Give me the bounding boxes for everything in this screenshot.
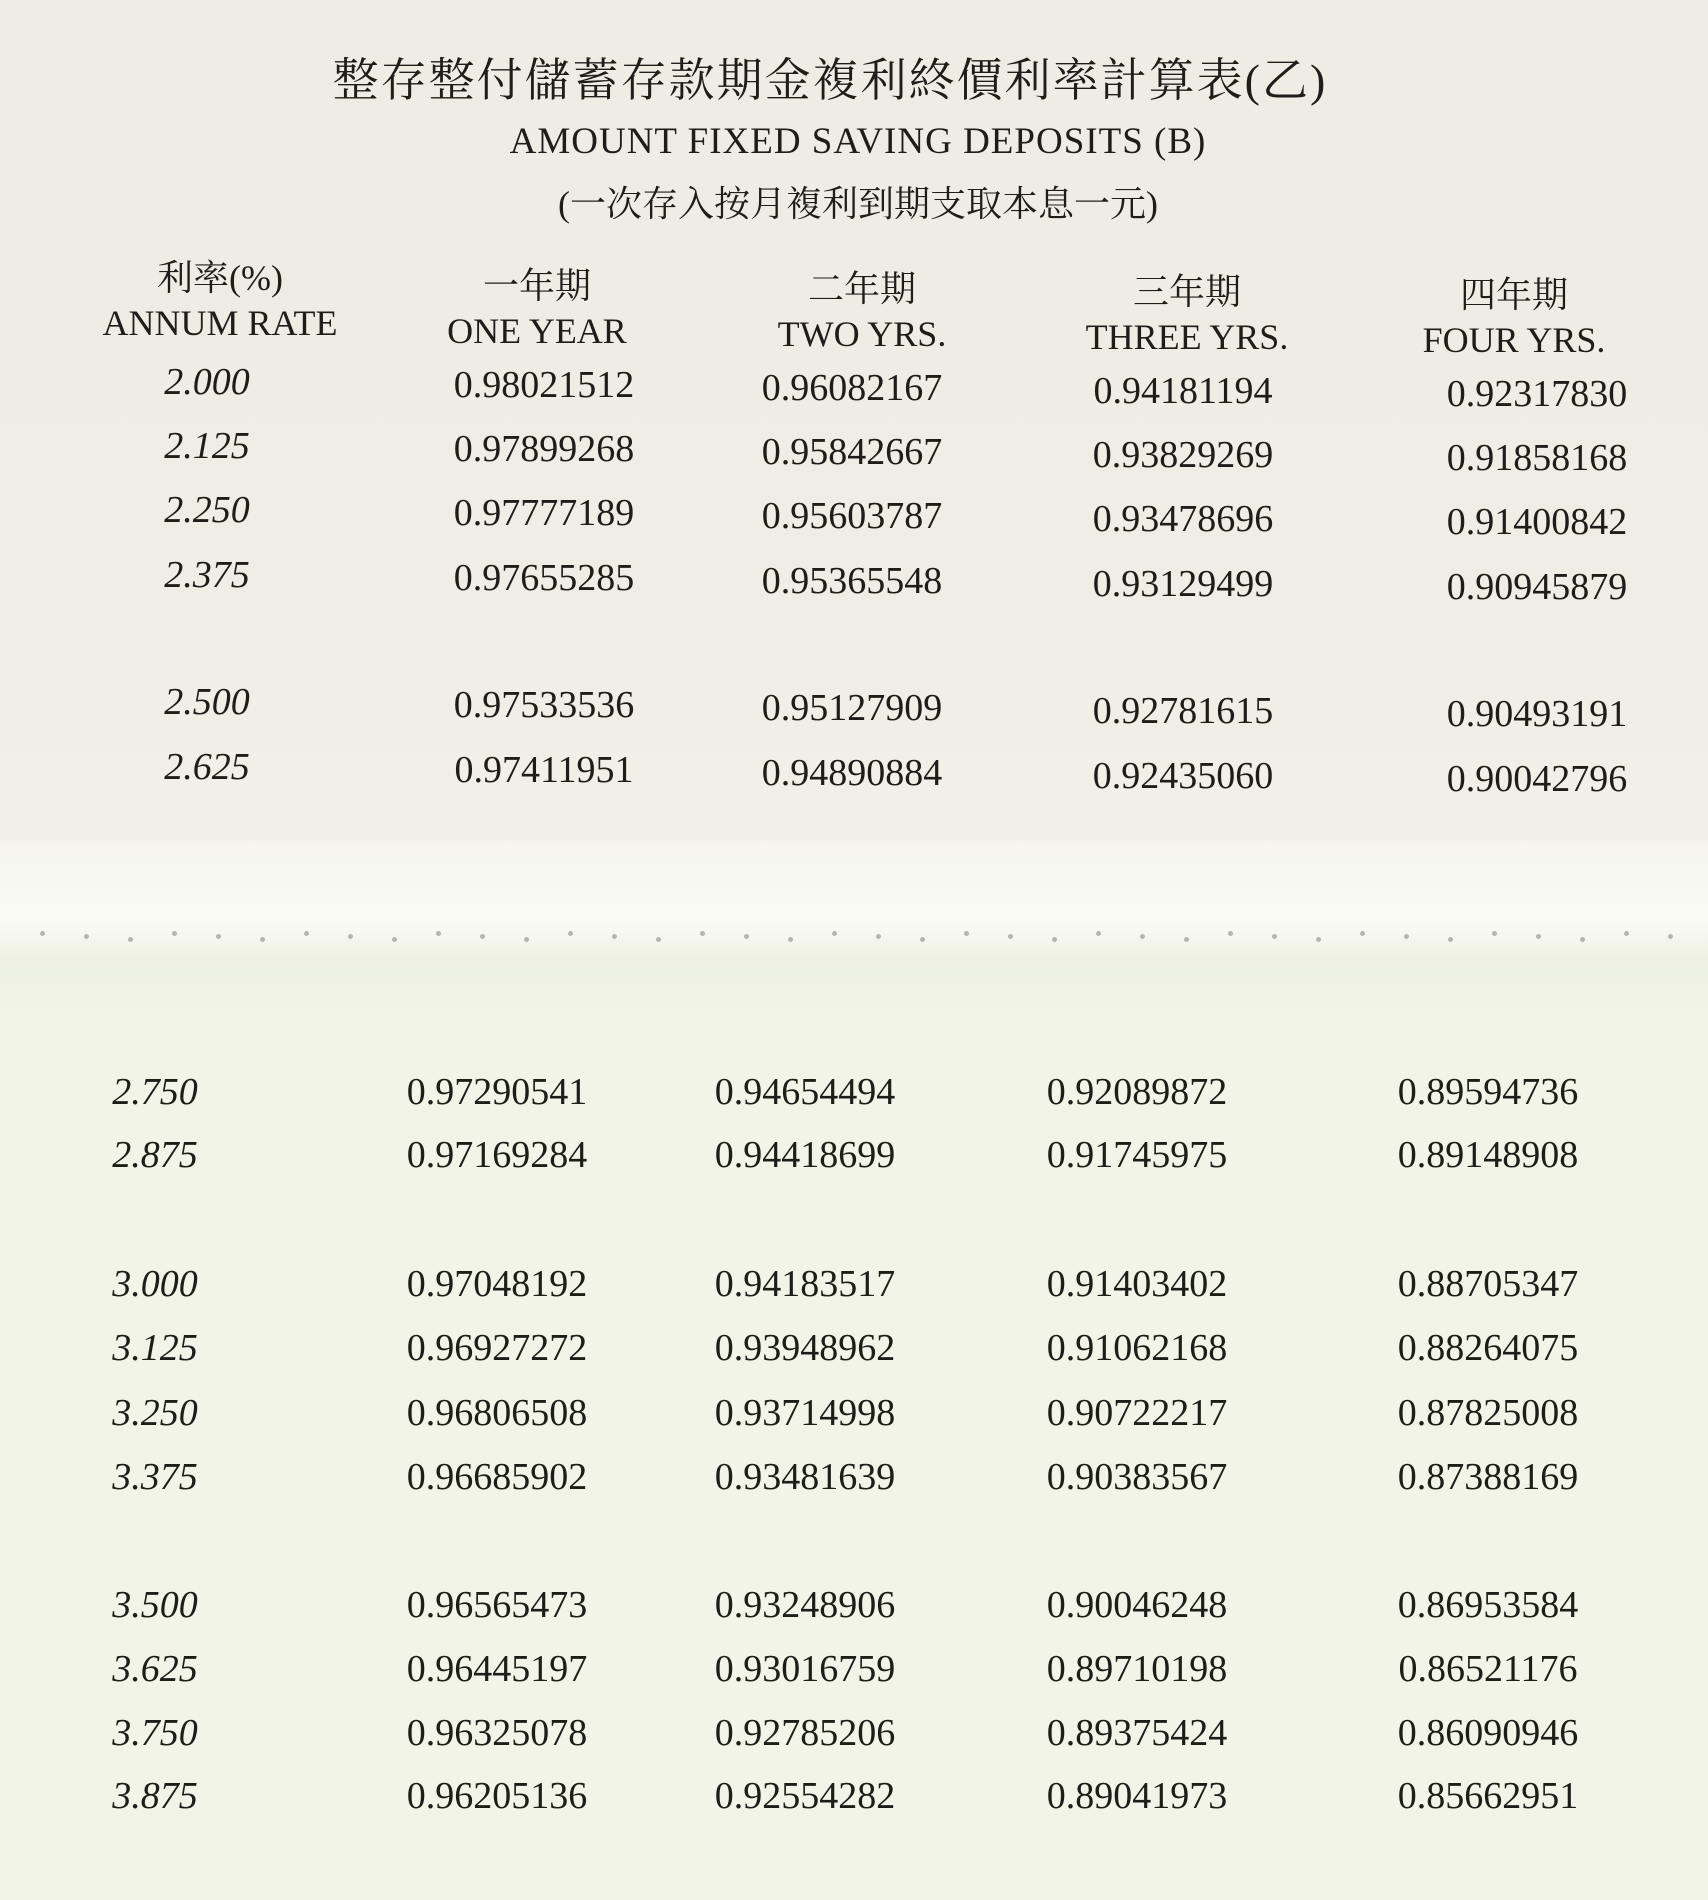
cell-three-years: 0.90722217 — [1046, 1392, 1228, 1434]
cell-rate: 2.750 — [112, 1071, 198, 1113]
cell-two-years: 0.93948962 — [714, 1327, 896, 1369]
cell-three-years: 0.92089872 — [1046, 1071, 1228, 1113]
perforation-dot — [524, 937, 529, 942]
perforation-dot — [1184, 937, 1189, 942]
perforation-dot — [436, 931, 441, 936]
cell-four-years: 0.86953584 — [1397, 1584, 1579, 1626]
cell-three-years: 0.91745975 — [1046, 1134, 1228, 1176]
cell-one-year: 0.97290541 — [406, 1071, 588, 1113]
cell-three-years: 0.90046248 — [1046, 1584, 1228, 1626]
perforation-dot — [876, 934, 881, 939]
cell-three-years: 0.93478696 — [1092, 498, 1274, 540]
header-two-years-zh: 二年期 — [807, 269, 917, 309]
perforation-dot — [172, 931, 177, 936]
perforation-dot — [1668, 934, 1673, 939]
cell-one-year: 0.96205136 — [406, 1775, 588, 1817]
cell-two-years: 0.93481639 — [714, 1456, 896, 1498]
cell-rate: 3.875 — [112, 1775, 198, 1817]
header-rate-zh: 利率(%) — [157, 258, 283, 298]
perforation-dot — [348, 934, 353, 939]
perforation-dot — [920, 937, 925, 942]
perforation-dot — [1228, 931, 1233, 936]
cell-four-years: 0.87825008 — [1397, 1392, 1579, 1434]
cell-three-years: 0.89041973 — [1046, 1775, 1228, 1817]
perforation-dot — [1140, 934, 1145, 939]
cell-three-years: 0.93129499 — [1092, 563, 1274, 605]
perforation-dot — [1360, 931, 1365, 936]
cell-two-years: 0.93714998 — [714, 1392, 896, 1434]
cell-four-years: 0.90042796 — [1446, 758, 1628, 800]
perforation-dot — [788, 937, 793, 942]
cell-one-year: 0.97655285 — [453, 557, 635, 599]
cell-rate: 3.250 — [112, 1392, 198, 1434]
cell-two-years: 0.94418699 — [714, 1134, 896, 1176]
perforation-dot — [1492, 931, 1497, 936]
cell-four-years: 0.89148908 — [1397, 1134, 1579, 1176]
cell-one-year: 0.96325078 — [406, 1712, 588, 1754]
cell-one-year: 0.97048192 — [406, 1263, 588, 1305]
cell-four-years: 0.90493191 — [1446, 693, 1628, 735]
cell-four-years: 0.92317830 — [1446, 373, 1628, 415]
perforation-dot — [1096, 931, 1101, 936]
cell-three-years: 0.89710198 — [1046, 1648, 1228, 1690]
header-two-years-en: TWO YRS. — [777, 314, 947, 354]
perforation-dot — [304, 931, 309, 936]
cell-four-years: 0.91400842 — [1446, 501, 1628, 543]
cell-four-years: 0.88264075 — [1397, 1327, 1579, 1369]
cell-four-years: 0.90945879 — [1446, 566, 1628, 608]
cell-rate: 3.125 — [112, 1327, 198, 1369]
perforation-dot — [1272, 934, 1277, 939]
cell-one-year: 0.96927272 — [406, 1327, 588, 1369]
cell-one-year: 0.96806508 — [406, 1392, 588, 1434]
cell-three-years: 0.91062168 — [1046, 1327, 1228, 1369]
cell-rate: 2.625 — [164, 746, 250, 788]
perforation-dot — [964, 931, 969, 936]
perforation-dot — [1536, 934, 1541, 939]
cell-rate: 2.125 — [164, 425, 250, 467]
header-rate-en: ANNUM RATE — [102, 303, 338, 343]
cell-one-year: 0.97411951 — [454, 749, 634, 791]
cell-two-years: 0.92785206 — [714, 1712, 896, 1754]
cell-four-years: 0.91858168 — [1446, 437, 1628, 479]
perforation-dot — [480, 934, 485, 939]
cell-one-year: 0.96685902 — [406, 1456, 588, 1498]
cell-rate: 3.750 — [112, 1712, 198, 1754]
cell-rate: 2.375 — [164, 554, 250, 596]
perforation-dot — [744, 934, 749, 939]
header-one-year-en: ONE YEAR — [447, 311, 627, 351]
perforation-dot — [1316, 937, 1321, 942]
perforation-dot — [1008, 934, 1013, 939]
cell-two-years: 0.96082167 — [761, 367, 943, 409]
header-four-years-en: FOUR YRS. — [1422, 320, 1606, 360]
cell-three-years: 0.92435060 — [1092, 755, 1274, 797]
cell-rate: 3.375 — [112, 1456, 198, 1498]
title-chinese: 整存整付儲蓄存款期金複利終價利率計算表(乙) — [332, 55, 1328, 106]
cell-two-years: 0.93248906 — [714, 1584, 896, 1626]
perforation-dot — [568, 931, 573, 936]
cell-two-years: 0.92554282 — [714, 1775, 896, 1817]
cell-one-year: 0.97533536 — [453, 684, 635, 726]
cell-four-years: 0.85662951 — [1397, 1775, 1579, 1817]
cell-two-years: 0.95365548 — [761, 560, 943, 602]
perforation-dot — [40, 931, 45, 936]
cell-four-years: 0.88705347 — [1397, 1263, 1579, 1305]
cell-three-years: 0.92781615 — [1092, 690, 1274, 732]
cell-one-year: 0.96565473 — [406, 1584, 588, 1626]
cell-rate: 3.500 — [112, 1584, 198, 1626]
cell-two-years: 0.94890884 — [761, 752, 943, 794]
perforation-dot — [216, 934, 221, 939]
cell-rate: 2.250 — [164, 489, 250, 531]
cell-four-years: 0.86090946 — [1397, 1712, 1579, 1754]
cell-four-years: 0.89594736 — [1397, 1071, 1579, 1113]
cell-four-years: 0.87388169 — [1397, 1456, 1579, 1498]
title-english: AMOUNT FIXED SAVING DEPOSITS (B) — [509, 121, 1207, 162]
cell-one-year: 0.97169284 — [406, 1134, 588, 1176]
header-three-years-zh: 三年期 — [1132, 272, 1242, 312]
perforation-dot — [84, 934, 89, 939]
perforation-dot — [1580, 937, 1585, 942]
cell-three-years: 0.91403402 — [1046, 1263, 1228, 1305]
perforation-dot — [1404, 934, 1409, 939]
perforation-dot — [1624, 931, 1629, 936]
cell-one-year: 0.97899268 — [453, 428, 635, 470]
cell-rate: 2.000 — [164, 361, 250, 403]
cell-rate: 3.000 — [112, 1263, 198, 1305]
perforation-dot — [392, 937, 397, 942]
cell-two-years: 0.94183517 — [714, 1263, 896, 1305]
header-one-year-zh: 一年期 — [482, 266, 592, 306]
perforation-dot — [128, 937, 133, 942]
perforation-dot — [260, 937, 265, 942]
cell-three-years: 0.90383567 — [1046, 1456, 1228, 1498]
cell-two-years: 0.95127909 — [761, 687, 943, 729]
cell-four-years: 0.86521176 — [1398, 1648, 1578, 1690]
header-four-years-zh: 四年期 — [1459, 275, 1569, 315]
cell-three-years: 0.93829269 — [1092, 434, 1274, 476]
perforation-dot — [700, 931, 705, 936]
subtitle: (一次存入按月複利到期支取本息一元) — [558, 184, 1158, 224]
cell-two-years: 0.95603787 — [761, 495, 943, 537]
cell-two-years: 0.95842667 — [761, 431, 943, 473]
perforation-dot — [1052, 937, 1057, 942]
cell-rate: 3.625 — [112, 1648, 198, 1690]
cell-two-years: 0.94654494 — [714, 1071, 896, 1113]
perforation-dot — [656, 937, 661, 942]
perforation-dot — [612, 934, 617, 939]
cell-one-year: 0.96445197 — [406, 1648, 588, 1690]
cell-one-year: 0.98021512 — [453, 364, 635, 406]
cell-three-years: 0.94181194 — [1093, 370, 1273, 412]
cell-three-years: 0.89375424 — [1046, 1712, 1228, 1754]
cell-rate: 2.875 — [112, 1134, 198, 1176]
perforation-dot — [832, 931, 837, 936]
perforation-dot — [1448, 937, 1453, 942]
cell-one-year: 0.97777189 — [453, 492, 635, 534]
header-three-years-en: THREE YRS. — [1085, 317, 1289, 357]
cell-rate: 2.500 — [164, 681, 250, 723]
cell-two-years: 0.93016759 — [714, 1648, 896, 1690]
